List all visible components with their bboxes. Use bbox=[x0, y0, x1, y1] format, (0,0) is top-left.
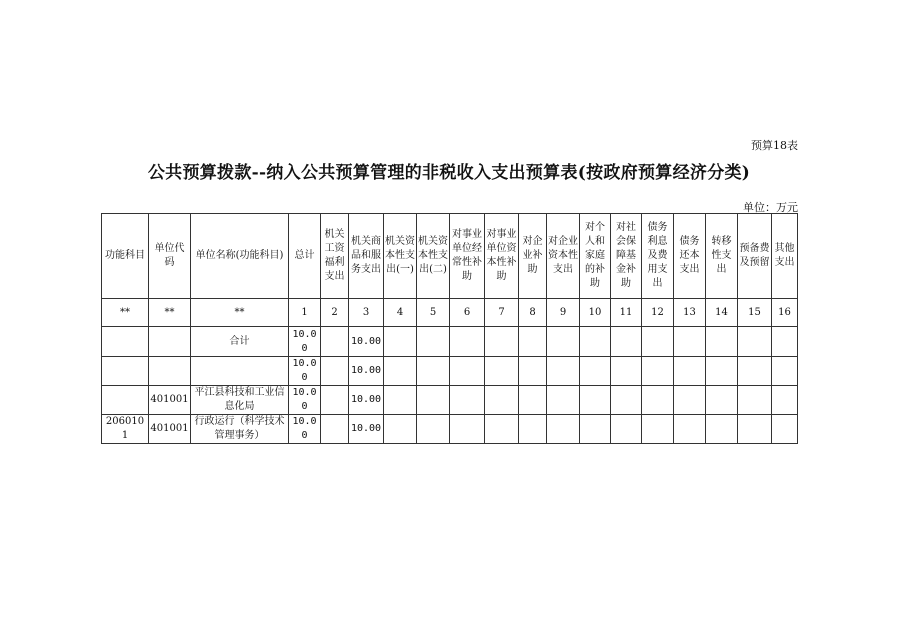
table-cell: 10.00 bbox=[349, 327, 384, 357]
column-header: 对事业单位资本性补助 bbox=[485, 214, 519, 299]
table-cell bbox=[485, 327, 519, 357]
table-cell bbox=[102, 386, 149, 415]
table-cell bbox=[417, 327, 450, 357]
table-row-total bbox=[102, 327, 798, 357]
table-cell: 10.00 bbox=[289, 415, 321, 444]
table-cell: 401001 bbox=[149, 386, 191, 415]
table-cell bbox=[321, 386, 349, 415]
column-index-cell: ** bbox=[149, 299, 191, 327]
column-header: 对社会保障基金补助 bbox=[611, 214, 642, 299]
column-header: 总计 bbox=[289, 214, 321, 299]
column-header: 债务还本支出 bbox=[674, 214, 706, 299]
column-index-cell: ** bbox=[191, 299, 289, 327]
column-header: 转移性支出 bbox=[706, 214, 738, 299]
table-cell bbox=[772, 415, 798, 444]
index-row bbox=[102, 299, 798, 327]
table-cell bbox=[384, 357, 417, 386]
table-cell bbox=[450, 415, 485, 444]
column-index-cell: 6 bbox=[450, 299, 485, 327]
column-header: 预备费及预留 bbox=[738, 214, 772, 299]
table-cell bbox=[611, 327, 642, 357]
table-cell bbox=[191, 357, 289, 386]
table-cell bbox=[611, 415, 642, 444]
column-index-cell: 15 bbox=[738, 299, 772, 327]
table-cell bbox=[102, 357, 149, 386]
table-row-item bbox=[102, 415, 798, 444]
table-cell bbox=[547, 386, 580, 415]
budget-table bbox=[101, 213, 798, 444]
column-index-cell: 4 bbox=[384, 299, 417, 327]
column-header: 对事业单位经常性补助 bbox=[450, 214, 485, 299]
table-cell bbox=[580, 327, 611, 357]
table-cell bbox=[417, 357, 450, 386]
table-cell bbox=[102, 327, 149, 357]
table-cell bbox=[417, 415, 450, 444]
table-cell bbox=[519, 386, 547, 415]
column-index-cell: 7 bbox=[485, 299, 519, 327]
column-header: 债务利息及费用支出 bbox=[642, 214, 674, 299]
table-cell bbox=[706, 327, 738, 357]
table-cell bbox=[642, 415, 674, 444]
table-cell: 10.00 bbox=[349, 357, 384, 386]
table-cell bbox=[642, 357, 674, 386]
table-cell bbox=[485, 357, 519, 386]
column-header: 对个人和家庭的补助 bbox=[580, 214, 611, 299]
table-cell bbox=[547, 357, 580, 386]
table-cell bbox=[450, 357, 485, 386]
table-cell bbox=[611, 357, 642, 386]
column-index-cell: 8 bbox=[519, 299, 547, 327]
table-row-unit bbox=[102, 386, 798, 415]
table-cell bbox=[611, 386, 642, 415]
table-cell: 401001 bbox=[149, 415, 191, 444]
page-title: 公共预算拨款--纳入公共预算管理的非税收入支出预算表(按政府预算经济分类) bbox=[147, 163, 751, 183]
table-cell bbox=[321, 327, 349, 357]
column-header: 对企业补助 bbox=[519, 214, 547, 299]
table-cell bbox=[674, 327, 706, 357]
table-cell bbox=[738, 357, 772, 386]
table-cell bbox=[384, 327, 417, 357]
table-cell bbox=[642, 327, 674, 357]
column-header: 机关资本性支出(二) bbox=[417, 214, 450, 299]
column-index-cell: 11 bbox=[611, 299, 642, 327]
table-cell bbox=[642, 386, 674, 415]
table-cell bbox=[772, 327, 798, 357]
column-header: 机关商品和服务支出 bbox=[349, 214, 384, 299]
table-cell bbox=[772, 357, 798, 386]
table-cell bbox=[580, 415, 611, 444]
column-index-cell: 3 bbox=[349, 299, 384, 327]
table-cell bbox=[384, 415, 417, 444]
column-index-cell: 12 bbox=[642, 299, 674, 327]
table-cell: 2060101 bbox=[102, 415, 149, 444]
column-header: 单位代码 bbox=[149, 214, 191, 299]
table-cell bbox=[450, 386, 485, 415]
column-header: 其他支出 bbox=[772, 214, 798, 299]
table-cell bbox=[580, 357, 611, 386]
table-cell bbox=[547, 415, 580, 444]
column-index-cell: ** bbox=[102, 299, 149, 327]
table-cell bbox=[706, 415, 738, 444]
table-cell: 10.00 bbox=[289, 357, 321, 386]
column-header: 单位名称(功能科目) bbox=[191, 214, 289, 299]
document-code: 预算18表 bbox=[751, 139, 798, 152]
table-row-subtotal bbox=[102, 357, 798, 386]
table-cell bbox=[450, 327, 485, 357]
column-header: 对企业资本性支出 bbox=[547, 214, 580, 299]
column-index-cell: 1 bbox=[289, 299, 321, 327]
table-cell bbox=[706, 357, 738, 386]
column-index-cell: 5 bbox=[417, 299, 450, 327]
table-cell bbox=[772, 386, 798, 415]
column-index-cell: 2 bbox=[321, 299, 349, 327]
table-cell bbox=[547, 327, 580, 357]
table-cell bbox=[149, 357, 191, 386]
table-cell bbox=[519, 415, 547, 444]
table-cell bbox=[738, 386, 772, 415]
table-cell bbox=[706, 386, 738, 415]
table-cell: 10.00 bbox=[289, 386, 321, 415]
table-cell: 平江县科技和工业信息化局 bbox=[191, 386, 289, 415]
table-cell bbox=[738, 327, 772, 357]
table-cell bbox=[485, 415, 519, 444]
table-cell bbox=[519, 327, 547, 357]
table-cell bbox=[738, 415, 772, 444]
table-cell bbox=[519, 357, 547, 386]
column-header: 机关资本性支出(一) bbox=[384, 214, 417, 299]
unit-label: 单位：万元 bbox=[743, 201, 798, 214]
table-cell bbox=[417, 386, 450, 415]
header-row bbox=[102, 214, 798, 299]
table-cell bbox=[384, 386, 417, 415]
column-header: 功能科目 bbox=[102, 214, 149, 299]
table-cell: 合计 bbox=[191, 327, 289, 357]
column-index-cell: 10 bbox=[580, 299, 611, 327]
column-index-cell: 14 bbox=[706, 299, 738, 327]
table-cell bbox=[674, 386, 706, 415]
column-index-cell: 16 bbox=[772, 299, 798, 327]
column-index-cell: 13 bbox=[674, 299, 706, 327]
table-cell bbox=[674, 415, 706, 444]
table-cell bbox=[321, 415, 349, 444]
column-header: 机关工资福利支出 bbox=[321, 214, 349, 299]
table-cell: 10.00 bbox=[289, 327, 321, 357]
table-cell bbox=[580, 386, 611, 415]
table-cell bbox=[149, 327, 191, 357]
table-cell: 10.00 bbox=[349, 415, 384, 444]
table-cell bbox=[674, 357, 706, 386]
column-index-cell: 9 bbox=[547, 299, 580, 327]
table-cell: 行政运行（科学技术管理事务） bbox=[191, 415, 289, 444]
table-cell bbox=[321, 357, 349, 386]
table-cell bbox=[485, 386, 519, 415]
table-cell: 10.00 bbox=[349, 386, 384, 415]
